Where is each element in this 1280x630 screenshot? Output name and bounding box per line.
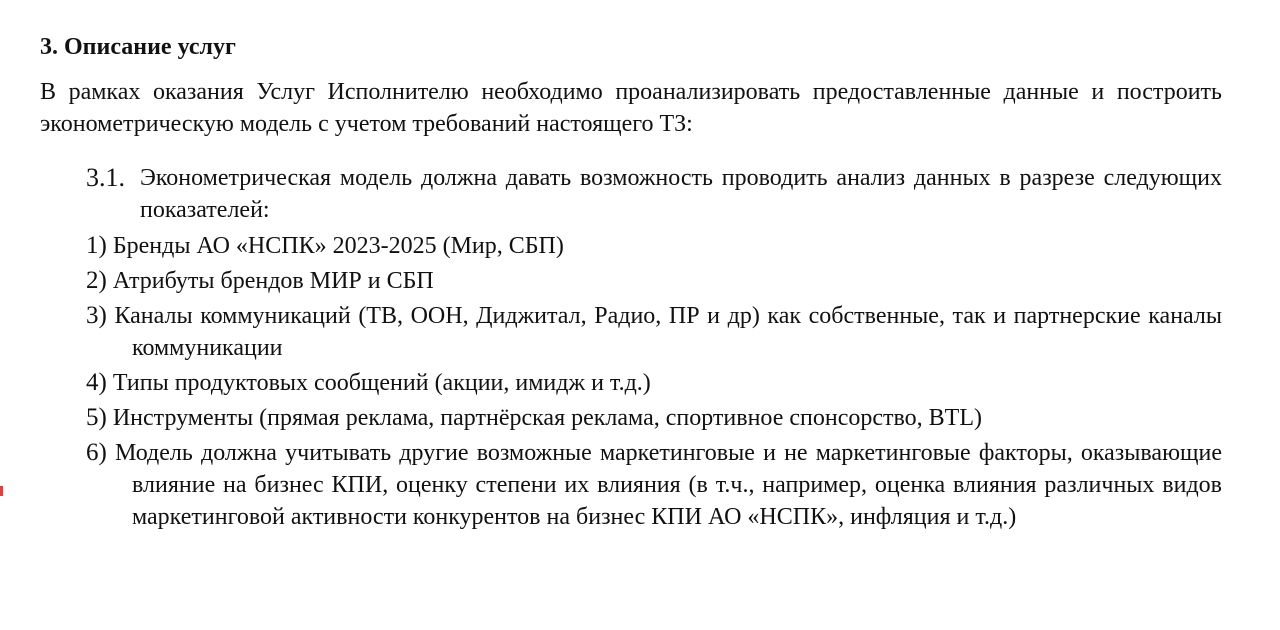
- list-item-marker: 5): [86, 404, 107, 431]
- edge-mark: [0, 486, 3, 496]
- section-heading: 3. Описание услуг: [40, 34, 236, 60]
- list-item-text: Атрибуты брендов МИР и СБП: [112, 268, 434, 294]
- document-page: [40, 30, 1222, 536]
- list-item-marker: 2): [86, 267, 107, 294]
- list-item: [86, 402, 1222, 434]
- list-item-marker: 1): [86, 232, 107, 259]
- section-intro: В рамках оказания Услуг Исполнителю необходимо проанализировать предоставленные данные и построить эконометрическую модель с учетом требований настоящего ТЗ:: [40, 79, 1222, 137]
- subsection-text: Эконометрическая модель должна давать возможность проводить анализ данных в разрезе следующих показателей:: [140, 165, 1222, 223]
- list-item: [86, 367, 1222, 399]
- list-item: [86, 300, 1222, 364]
- list-item-text: Модель должна учитывать другие возможные маркетинговые и не маркетинговые факторы, оказывающие влияние на бизнес КПИ, оценку степени их влияния (в т.ч., например, оценка влияния различных видов маркетинговой активности конкурентов на бизнес КПИ АО «НСПК», инфляция и т.д.): [115, 440, 1222, 530]
- list-item-text: Типы продуктовых сообщений (акции, имидж и т.д.): [112, 370, 651, 396]
- list-item: [86, 265, 1222, 297]
- subsection-3-1: [86, 162, 1222, 226]
- list-item-text: Бренды АО «НСПК» 2023-2025 (Мир, СБП): [112, 233, 564, 259]
- list-item-marker: 3): [86, 302, 107, 329]
- list-item-marker: 4): [86, 369, 107, 396]
- list-item: [86, 437, 1222, 533]
- list-item: [86, 230, 1222, 262]
- list-item-text: Инструменты (прямая реклама, партнёрская реклама, спортивное спонсорство, BTL): [112, 405, 982, 431]
- list-item-text: Каналы коммуникаций (ТВ, ООН, Диджитал, Радио, ПР и др) как собственные, так и партнерские каналы коммуникации: [114, 303, 1223, 361]
- indicator-list: [86, 230, 1222, 533]
- list-item-marker: 6): [86, 439, 107, 466]
- subsection-number: 3.1.: [86, 163, 125, 192]
